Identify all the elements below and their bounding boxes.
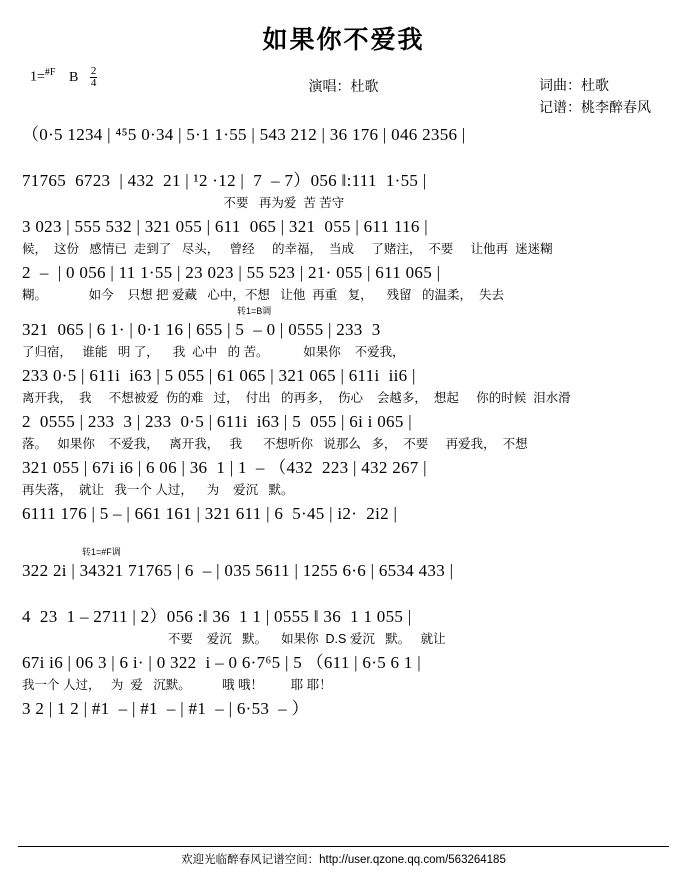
notation-system — [22, 650, 669, 694]
footer-text: 欢迎光临醉春风记谱空间：http://user.qzone.qq.com/563264185 — [181, 854, 506, 866]
notation-system — [22, 696, 669, 740]
footer-divider — [18, 846, 669, 847]
notation-line: 4 23 1 – 2711 | 2）056 :‖ 36 1 1 | 0555 ‖ 36 1 1 055 | — [22, 607, 412, 626]
lyric-line — [22, 148, 669, 166]
lyric-line: 离开我， 我 不想被爱 伤的难 过， 付出 的再多， 伤心 会越多， 想起 你的时候 泪水滑 — [22, 391, 571, 405]
lyric-line: 糊。 如今 只想 把 爱藏 心中，不想 让他 再重 复， 残留 的温柔， 失去 — [22, 288, 504, 302]
composer-credit: 词曲：杜歌 — [539, 77, 609, 93]
notation-line: 233 0·5 | 611i i63 | 5 055 | 61 065 | 321 065 | 611i ii6 | — [22, 366, 416, 385]
notation-system — [22, 455, 669, 499]
notation-system — [22, 547, 669, 602]
notation-system — [22, 501, 669, 545]
key-change-annotation: 转1=#F调 — [22, 547, 121, 557]
notation-body — [22, 122, 669, 740]
key-prefix: 1= — [30, 69, 45, 85]
singer-credit: 演唱：杜歌 — [308, 78, 379, 94]
credits-block — [539, 74, 651, 118]
notation-line: 2 0555 | 233 3 | 233 0·5 | 611i i63 | 5 055 | 6i i 065 | — [22, 412, 412, 431]
notation-line: 3 023 | 555 532 | 321 055 | 611 065 | 321 055 | 611 116 | — [22, 217, 428, 236]
lyric-line — [22, 584, 669, 602]
notation-line: 3 2 | 1 2 | #1 – | #1 – | #1 – | 6·53 – ） — [22, 699, 309, 718]
notator-credit: 记谱：桃李醉春风 — [539, 99, 651, 115]
notation-system — [22, 363, 669, 407]
notation-line: 322 2i | 34321 71765 | 6 – | 035 5611 | 1255 6·6 | 6534 433 | — [22, 561, 454, 580]
lyric-line: 候， 这份 感情已 走到了 尽头， 曾经 的幸福， 当成 了赌注， 不要 让他再 迷迷糊 — [22, 242, 553, 256]
lyric-line: 我一个 人过， 为 爱 沉默。 哦 哦！ 耶 耶！ — [22, 678, 332, 692]
key-value: #F — [44, 67, 56, 79]
notation-line: 321 065 | 6 1· | 0·1 16 | 655 | 5 – 0 | 0555 | 233 3 — [22, 320, 381, 339]
key-letter: B — [68, 69, 79, 85]
notation-system — [22, 604, 669, 648]
key-change-annotation: 转1=B调 — [22, 306, 272, 316]
header-info-row — [0, 65, 687, 115]
notation-line: 321 055 | 67i i6 | 6 06 | 36 1 | 1 – （432 223 | 432 267 | — [22, 458, 427, 477]
meter-denominator: 4 — [90, 77, 97, 89]
notation-system — [22, 122, 669, 166]
lyric-line — [22, 527, 669, 545]
notation-line: 71765 6723 | 432 21 | ¹2 ·12 | 7 – 7）056 ‖:111 1·55 | — [22, 171, 427, 190]
notation-line: 67i i6 | 06 3 | 6 i· | 0 322 i – 0 6·7⁶5 | 5 （611 | 6·5 6 1 | — [22, 653, 421, 672]
notation-system — [22, 260, 669, 304]
notation-line: 2 – | 0 056 | 11 1·55 | 23 023 | 55 523 | 21· 055 | 611 065 | — [22, 263, 441, 282]
meter-numerator: 2 — [90, 65, 97, 77]
page-title: 如果你不爱我 — [262, 26, 425, 54]
lyric-line: 不要 爱沉 默。 如果你 D.S 爱沉 默。 就让 — [22, 632, 446, 646]
lyric-line: 了归宿， 谁能 明 了， 我 心中 的 苦。 如果你 不爱我， — [22, 345, 405, 359]
lyric-line — [22, 722, 669, 740]
lyric-line: 落。 如果你 不爱我， 离开我， 我 不想听你 说那么 多， 不要 再爱我， 不想 — [22, 437, 528, 451]
notation-line: 6111 176 | 5 – | 661 161 | 321 611 | 6 5·45 | i2· 2i2 | — [22, 504, 398, 523]
sheet-music-page — [0, 20, 687, 877]
notation-system — [22, 168, 669, 212]
notation-line: （0·5 1234 | ⁴⁵5 0·34 | 5·1 1·55 | 543 212 | 36 176 | 046 2356 | — [22, 125, 466, 144]
lyric-line: 再失落， 就让 我一个 人过， 为 爱沉 默。 — [22, 483, 294, 497]
notation-system — [22, 306, 669, 361]
lyric-line: 不要 再为爱 苦 苦守 — [22, 196, 345, 210]
notation-system — [22, 409, 669, 453]
notation-system — [22, 214, 669, 258]
